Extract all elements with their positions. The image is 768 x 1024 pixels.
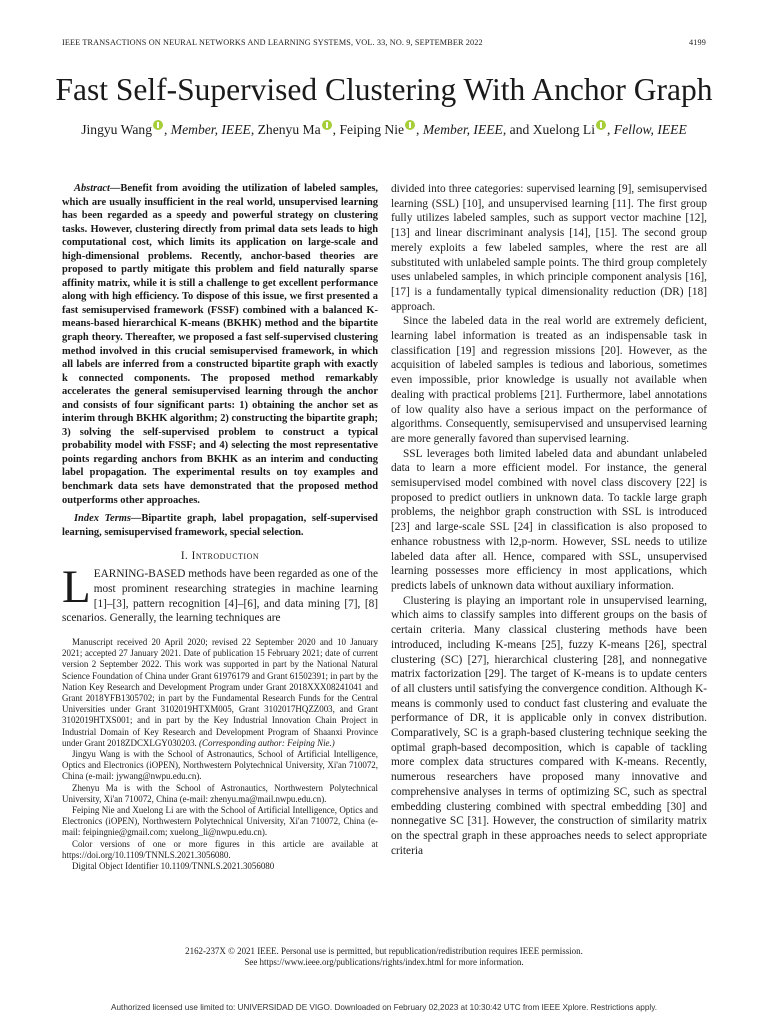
intro-text: EARNING-BASED methods have been regarded as one of the most prominent researching strategies in machine learning [1]–[3], pattern recognition [4]–[6], and data mining [7], [8] scenarios. Generally, the learning techniques are <box>62 568 378 625</box>
index-terms <box>62 512 378 539</box>
corresponding-author: (Corresponding author: Feiping Nie.) <box>199 737 335 748</box>
body-paragraph: Since the labeled data in the real world are extremely deficient, learning label information is treated as an indispensable task in classification [19] and regression missions [20]. However, as the acquisition of labeled samples is tedious and laborious, sometimes even impossible, prior knowledge is usually not available when dealing with practical problems [21]. Furthermore, label annotations of low quality also have a serious impact on the performance of algorithms. Consequently, semisupervised and unsupervised learning are more generally favored than supervised learning. <box>391 315 707 445</box>
footnote-affiliation: Zhenyu Ma is with the School of Astronautics, Northwestern Polytechnical University, Xi'an 710072, China (e-mail: zhenyu.ma@mail.nwpu.edu.cn). <box>62 782 378 804</box>
body-paragraph: SSL leverages both limited labeled data and abundant unlabeled data to learn a more efficient model. For instance, the general semisupervised model combined with novel class discovery [22] is proposed to predict outliers in unknown data. To tackle large graph problems, the neighbor graph construction with SSL is introduced [23] and large-scale SSL [24] in classification is also proposed to enhance robustness with l2,p-norm. However, SSL needs to utilize labeled data after all. Hence, compared with SSL, unsupervised learning possesses more efficiency in most applications, which predicts labels of unknown data without auxiliary information. <box>391 447 707 592</box>
left-column <box>62 182 378 872</box>
running-head <box>62 38 706 50</box>
footnote-doi: Digital Object Identifier 10.1109/TNNLS.2021.3056080 <box>72 861 275 872</box>
footnote-manuscript: Manuscript received 20 April 2020; revised 22 September 2020 and 10 January 2021; accepted 27 January 2021. Date of publication 15 February 2021; date of current version 2 September 2022. This work was supported in part by the National Natural Science Foundation of China under Grant 61976179 and Grant 61502391; in part by the Nation Key Research and Development Program under Grant 2018XXX08241041 and Grant 2018YFB1305702; in part by the Fundamental Research Funds for the Central Universities under Grant 3102019HTXM005, Grant 3102017HQZZ003, and Grant 3102019HTXS001; and in part by the Key Industrial Innovation Chain Project in Industrial Domain of Key Research and Development Program of Shaanxi Province under Grant 2018ZDCXLGY030203. (Corresponding author: Feiping Nie.) <box>62 637 378 748</box>
page-number: 4199 <box>689 38 706 47</box>
section-heading-introduction: I. Introduction <box>180 550 260 563</box>
abstract-text: Benefit from avoiding the utilization of labeled samples, which are usually insufficient in the real world, unsupervised learning has been regarded as a speedy and powerful strategy on clustering tasks. However, clustering directly from primal data sets leads to high computational cost, which limits its application on large-scale and high-dimensional problems. Recently, anchor-based theories are proposed to partly mitigate this problem and field naturally sparse affinity matrix, while it is still a challenge to get excellent performance along with high efficiency. To dispose of this issue, we first presented a fast semisupervised framework (FSSF) combined with a balanced K-means-based hierarchical K-means (BKHK) method and the bipartite graph theory. Thereafter, we proposed a fast self-supervised clustering method involved in this crucial semisupervised framework, in which all labels are inferred from a constructed bipartite graph with exactly k connected components. The proposed method remarkably accelerates the general semisupervised learning through the anchor and consists of four significant parts: 1) obtaining the anchor set as interim through BKHK algorithm; 2) constructing the bipartite graph; 3) solving the self-supervised problem to construct a typical probability model with FSSF; and 4) selecting the most representative points regarding anchors from BKHK as an interim and conducting label propagation. The experimental results on toy examples and benchmark data sets have demonstrated that the proposed method outperforms other approaches. <box>62 183 378 506</box>
author-role: Fellow, IEEE <box>613 122 687 137</box>
body-paragraph: Clustering is playing an important role in unsupervised learning, which aims to classify samples into different groups on the basis of certain criteria. Many classical clustering methods have been introduced, including K-means [25], fuzzy K-means [26], spectral clustering (SC) [27], hierarchical clustering [28], and nonnegative matrix factorization [29]. The target of K-means is to update centers of all clusters until satisfying the convergence condition. Although K-means is commonly used to conduct fast clustering and evaluate the performance of DR, it is applicable only in convex distribution. Comparatively, SC is a graph-based clustering technique seeking the optimal graph-based decomposition, which is capable of tackling more complex data structures compared with K-means. Recently, numerous researchers have proposed many innovative and comprehensive analyses in terms of optimizing SC, such as spectral embedding clustering combined with spectral embedding [30] and nonnegative SC [31]. However, the construction of similarity matrix on the spectral graph in these approaches needs to select appropriate criteria <box>391 594 707 857</box>
copyright-notice <box>0 946 768 968</box>
journal-citation: IEEE TRANSACTIONS ON NEURAL NETWORKS AND LEARNING SYSTEMS, VOL. 33, NO. 9, SEPTEMBER 2022 <box>62 38 483 47</box>
index-terms-label: Index Terms— <box>74 513 142 525</box>
author-name: Zhenyu Ma <box>257 122 321 137</box>
orcid-icon[interactable] <box>153 120 163 130</box>
author-role: Member, IEEE <box>170 122 251 137</box>
paper-title: Fast Self-Supervised Clustering With Anchor Graph <box>55 72 713 107</box>
footnote-color-figures: Color versions of one or more figures in this article are available at https://doi.org/10.1109/TNNLS.2021.3056080. <box>62 838 378 860</box>
author-role: Member, IEEE <box>422 122 503 137</box>
orcid-icon[interactable] <box>405 120 415 130</box>
abstract-label: Abstract— <box>74 183 121 194</box>
copyright-line: 2162-237X © 2021 IEEE. Personal use is permitted, but republication/redistribution requires IEEE permission. <box>185 946 583 956</box>
author-line: Jingyu Wang , Member, IEEE, Zhenyu Ma , Feiping Nie , Member, IEEE, and Xuelong Li , Fellow, IEEE <box>81 122 687 137</box>
author-name: Jingyu Wang <box>81 122 152 137</box>
license-footer: Authorized licensed use limited to: UNIVERSIDAD DE VIGO. Downloaded on February 02,2023 at 10:30:42 UTC from IEEE Xplore. Restrictions apply. <box>111 1003 657 1012</box>
abstract <box>62 182 378 507</box>
rights-link[interactable]: See https://www.ieee.org/publications/rights/index.html for more information. <box>244 957 524 968</box>
intro-paragraph <box>62 561 378 626</box>
orcid-icon[interactable] <box>322 120 332 130</box>
drop-cap: L <box>62 561 91 614</box>
orcid-icon[interactable] <box>596 120 606 130</box>
right-column <box>391 182 707 858</box>
body-paragraph: divided into three categories: supervised learning [9], semisupervised learning (SSL) [10], and unsupervised learning [11]. The first group fully utilizes labeled samples, such as support vector machine [12], [13] and linear discriminant analysis [14], [15]. The second group merely exploits a few labeled samples, where the rest are all substituted with unlabeled sample points. The third group completely uses unlabeled samples, in which principle component analysis [16], [17] is a fundamentally typical dimensionality reduction (DR) [18] approach. <box>391 183 707 313</box>
author-name: Xuelong Li <box>532 122 595 137</box>
footnote-affiliation: Jingyu Wang is with the School of Astronautics, School of Artificial Intelligence, Optics and Electronics (iOPEN), Northwestern Polytechnical University, Xi'an 710072, China (e-mail: jywang@nwpu.edu.cn). <box>62 749 378 782</box>
index-terms-text: Bipartite graph, label propagation, self-supervised learning, semisupervised framework, special selection. <box>62 513 378 538</box>
footnote-affiliation: Feiping Nie and Xuelong Li are with the School of Artificial Intelligence, Optics and Electronics (iOPEN), Northwestern Polytechnical University, Xi'an 710072, China (e-mail: feipingnie@gmail.com; xuelong_li@nwpu.edu.cn). <box>62 805 378 838</box>
author-name: Feiping Nie <box>339 122 405 137</box>
